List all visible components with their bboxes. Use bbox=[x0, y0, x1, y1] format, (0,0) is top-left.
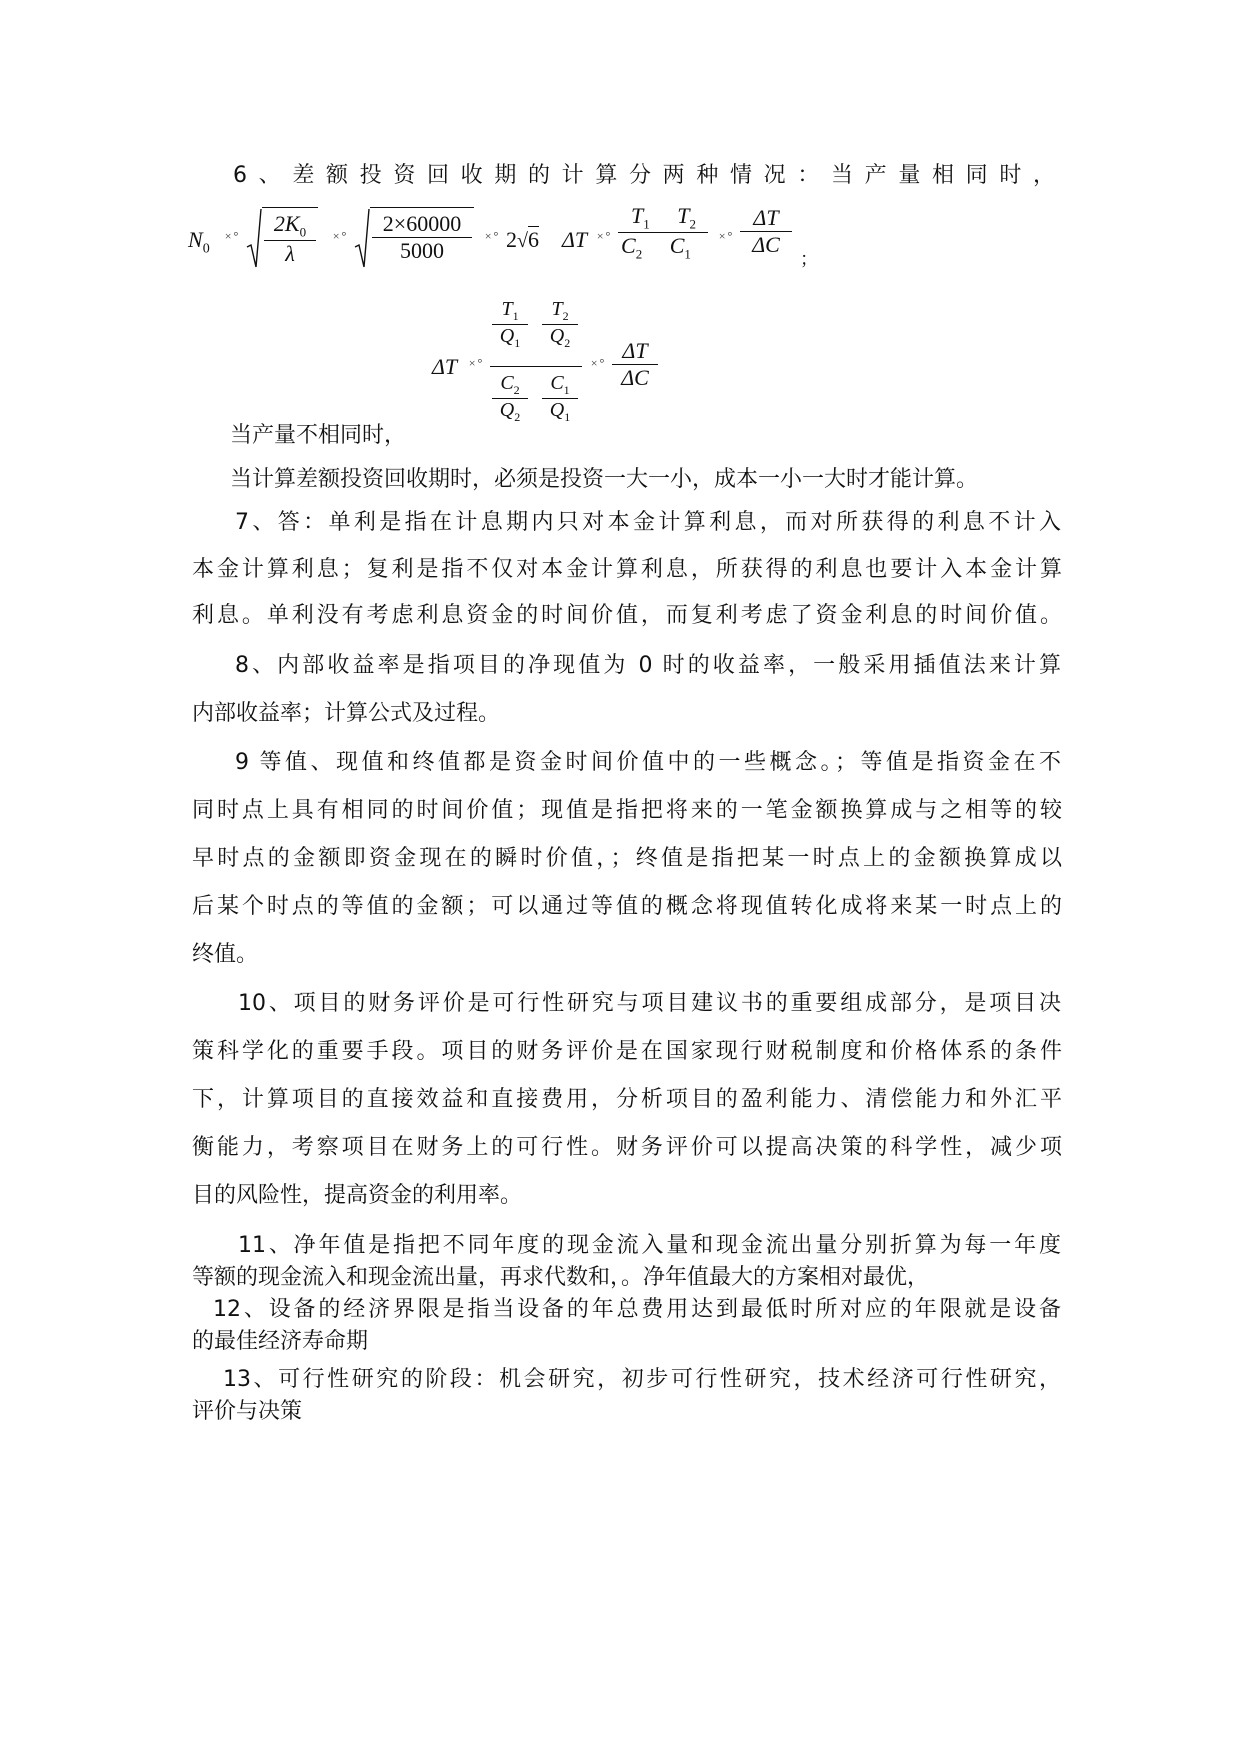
p9-line-4: 后某个时点的等值的金额；可以通过等值的概念将现值转化成将来某一时点上的 bbox=[192, 894, 1062, 919]
item6-condition: 当计算差额投资回收期时，必须是投资一大一小，成本一小一大时才能计算。 bbox=[230, 467, 979, 492]
p10-line-1: 10、项目的财务评价是可行性研究与项目建议书的重要组成部分，是项目决 bbox=[238, 991, 1061, 1016]
diff-output-label: 当产量不相同时， bbox=[230, 423, 407, 448]
p9-line-1: 9 等值、现值和终值都是资金时间价值中的一些概念。；等值是指资金在不 bbox=[235, 750, 1061, 775]
formula-diff-output: ΔT ×° $\frac{T_1}{Q_1}$ $\frac{T_2}{Q_2}$ $\frac{C_2}{Q_2}$ $\frac{C_1}{Q_1}$ ×° $\frac{\Delta T}{\Delta C}$ bbox=[432, 298, 652, 438]
p12-line-2: 的最佳经济寿命期 bbox=[192, 1329, 369, 1354]
p8-line-1: 8、内部收益率是指项目的净现值为 0 时的收益率，一般采用插值法来计算 bbox=[235, 653, 1061, 678]
p10-line-4: 衡能力，考察项目在财务上的可行性。财务评价可以提高决策的科学性，减少项 bbox=[192, 1135, 1062, 1160]
p11-line-2: 等额的现金流入和现金流出量，再求代数和，。净年值最大的方案相对最优， bbox=[192, 1265, 930, 1290]
p7-line-2: 本金计算利息；复利是指不仅对本金计算利息，所获得的利息也要计入本金计算 bbox=[192, 557, 1062, 582]
p10-line-3: 下，计算项目的直接效益和直接费用，分析项目的盈利能力、清偿能力和外汇平 bbox=[192, 1087, 1062, 1112]
p8-line-2: 内部收益率；计算公式及过程。 bbox=[192, 701, 501, 726]
p10-line-2: 策科学化的重要手段。项目的财务评价是在国家现行财税制度和价格体系的条件 bbox=[192, 1039, 1062, 1064]
p9-line-5: 终值。 bbox=[192, 942, 259, 967]
p13-line-2: 评价与决策 bbox=[192, 1399, 303, 1424]
p7-line-3: 利息。单利没有考虑利息资金的时间价值，而复利考虑了资金利息的时间价值。 bbox=[192, 603, 1062, 628]
item6-intro: 6、差额投资回收期的计算分两种情况：当产量相同时， bbox=[233, 163, 1061, 188]
document-page: 6、差额投资回收期的计算分两种情况：当产量相同时， $N_0$ ×° $\frac{2K_0}{\lambda}$ ×° $\frac{2\times 60000}{5000}$ ×° 2√6 ΔT ×° $\frac{T_1 T_2}{C_2 C_1}$ ×° $\frac{\Delta T}{\Delta C}$ ； ΔT ×° $\frac{T_1}{Q_1}$ $\frac{T_2}{Q_2}$ $\frac{C_2}{Q_2}$ $\frac{C_1}{Q_1}$ ×° $\frac{\Delta T}{\Delta C}$ 当产量不相同时， 当计算差额投资回收期时，必须是投资一大一小，成本一小一大时才能计算。 7、答：单利是指在计息期内只对本金计算利息，而对所获得的利息不计入 本金计算利息；复利是指不仅对本金计算利息，所获得的利息也要计入本金计算 利息。单利没有考虑利息资金的时间价值，而复利考虑了资金利息的时间价值。 8、内部收益率是指项目的净现值为 0 时的收益率，一般采用插值法来计算 内部收益率；计算公式及过程。 9 等值、现值和终值都是资金时间价值中的一些概念。；等值是指资金在不 同时点上具有相同的时间价值；现值是指把将来的一笔金额换算成与之相等的较 早时点的金额即资金现在的瞬时价值，；终值是指把某一时点上的金额换算成以 后某个时点的等值的金额；可以通过等值的概念将现值转化成将来某一时点上的 终值。 10、项目的财务评价是可行性研究与项目建议书的重要组成部分，是项目决 策科学化的重要手段。项目的财务评价是在国家现行财税制度和价格体系的条件 下，计算项目的直接效益和直接费用，分析项目的盈利能力、清偿能力和外汇平 衡能力，考察项目在财务上的可行性。财务评价可以提高决策的科学性，减少项 目的风险性，提高资金的利用率。 11、净年值是指把不同年度的现金流入量和现金流出量分别折算为每一年度 等额的现金流入和现金流出量，再求代数和，。净年值最大的方案相对最优， 12、设备的经济界限是指当设备的年总费用达到最低时所对应的年限就是设备 的最佳经济寿命期 13、可行性研究的阶段：机会研究，初步可行性研究，技术经济可行性研究， 评价与决策 bbox=[0, 0, 1241, 1754]
fraction-dt-dc: $\frac{\Delta T}{\Delta C}$ bbox=[740, 205, 792, 258]
p7-line-1: 7、答：单利是指在计息期内只对本金计算利息，而对所获得的利息不计入 bbox=[235, 510, 1061, 535]
p12-line-1: 12、设备的经济界限是指当设备的年总费用达到最低时所对应的年限就是设备 bbox=[213, 1297, 1061, 1322]
p13-line-1: 13、可行性研究的阶段：机会研究，初步可行性研究，技术经济可行性研究， bbox=[223, 1367, 1061, 1392]
p9-line-2: 同时点上具有相同的时间价值；现值是指把将来的一笔金额换算成与之相等的较 bbox=[192, 798, 1062, 823]
fraction-t-over-c: $\frac{T_1 T_2}{C_2 C_1}$ bbox=[618, 203, 708, 263]
p9-line-3: 早时点的金额即资金现在的瞬时价值，；终值是指把某一时点上的金额换算成以 bbox=[192, 846, 1062, 871]
p11-line-1: 11、净年值是指把不同年度的现金流入量和现金流出量分别折算为每一年度 bbox=[238, 1233, 1061, 1258]
p10-line-5: 目的风险性，提高资金的利用率。 bbox=[192, 1183, 523, 1208]
